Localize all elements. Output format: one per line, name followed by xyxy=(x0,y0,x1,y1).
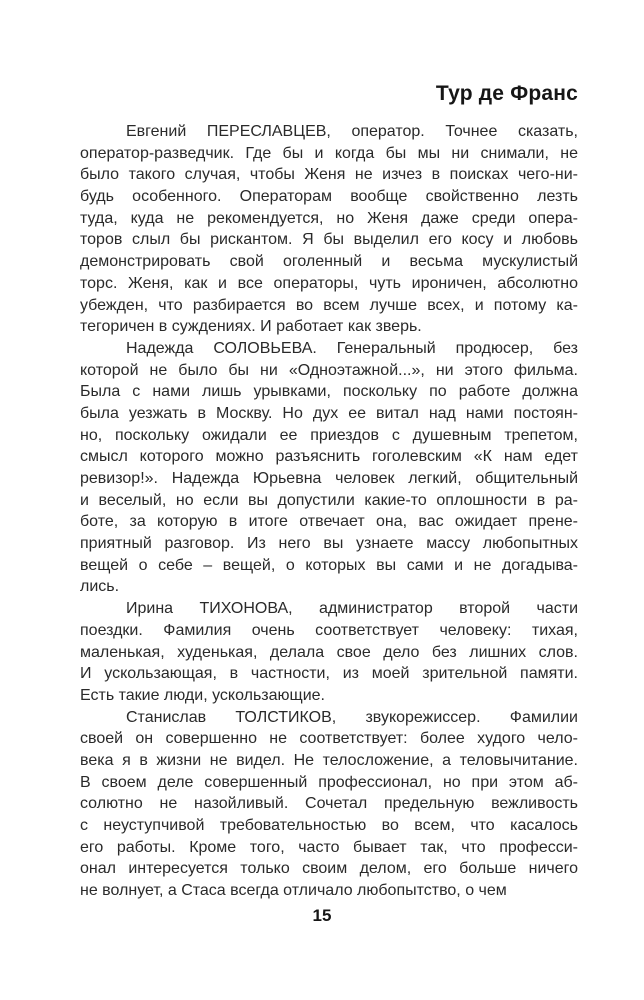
text-line: демонстрировать свой оголенный и весьма мускулистый xyxy=(80,253,578,271)
text-line: смысл которого можно разъяснить гоголевским «К нам едет xyxy=(80,448,578,466)
text-line: маленькая, худенькая, делала свое дело без лишних слов. xyxy=(80,643,578,661)
text-line: лись. xyxy=(80,578,120,596)
text-line: убежден, что разбирается во всем лучше всех, и потому ка- xyxy=(80,296,578,314)
text-line: будь особенного. Операторам вообще свойственно лезть xyxy=(80,188,578,206)
text-line: вещей о себе – вещей, о которых вы сами и не догадыва- xyxy=(80,556,578,574)
text-line: солютно не назойливый. Сочетал предельную вежливость xyxy=(80,795,578,813)
chapter-title: Тур де Франс xyxy=(435,82,578,105)
text-line: туда, куда не рекомендуется, но Женя даже среди опера- xyxy=(80,209,578,227)
text-line: было такого случая, чтобы Женя не изчез в поисках чего-ни- xyxy=(80,166,578,184)
text-line: В своем деле совершенный профессионал, но при этом аб- xyxy=(80,773,578,791)
text-line: века я в жизни не видел. Не телосложение, а теловычитание. xyxy=(80,751,578,769)
text-line: Была с нами лишь урывками, поскольку по работе должна xyxy=(80,383,578,401)
page-body xyxy=(80,121,578,902)
text-line: и веселый, но если вы допустили какие-то оплошности в ра- xyxy=(80,491,578,509)
text-line: торов слыл бы рискантом. Я бы выделил его косу и любовь xyxy=(80,231,578,249)
text-line: была уезжать в Москву. Но дух ее витал над нами постоян- xyxy=(80,404,578,422)
text-line: Надежда СОЛОВЬЕВА. Генеральный продюсер, без xyxy=(126,339,578,357)
page-number: 15 xyxy=(312,906,332,925)
text-line: онал интересуется только своим делом, его больше ничего xyxy=(80,860,578,878)
text-line: Есть такие люди, ускользающие. xyxy=(80,686,325,704)
text-line: Ирина ТИХОНОВА, администратор второй части xyxy=(126,600,578,618)
text-line: тегоричен в суждениях. И работает как зверь. xyxy=(80,318,422,336)
text-line: поездки. Фамилия очень соответствует человеку: тихая, xyxy=(80,621,578,639)
text-line: не волнует, а Стаса всегда отличало любопытство, о чем xyxy=(80,882,507,900)
text-line: но, поскольку ожидали ее приездов с душевным трепетом, xyxy=(80,426,578,444)
text-line: его работы. Кроме того, часто бывает так, что професси- xyxy=(80,838,578,856)
text-line: торс. Женя, как и все операторы, чуть ироничен, абсолютно xyxy=(80,274,578,292)
text-line: И ускользающая, в частности, из моей зрительной памяти. xyxy=(80,665,578,683)
text-line: ревизор!». Надежда Юрьевна человек легкий, общительный xyxy=(80,470,578,487)
text-line: с неуступчивой требовательностью во всем, что касалось xyxy=(80,817,578,834)
text-line: Евгений ПЕРЕСЛАВЦЕВ, оператор. Точнее сказать, xyxy=(126,123,578,140)
text-line: которой не было бы ни «Одноэтажной...», ни этого фильма. xyxy=(80,361,578,379)
text-line: Станислав ТОЛСТИКОВ, звукорежиссер. Фамилии xyxy=(126,708,578,726)
text-line: своей он совершенно не соответствует: более худого чело- xyxy=(80,730,578,748)
text-line: оператор-разведчик. Где бы и когда бы мы ни снимали, не xyxy=(80,144,578,162)
text-line: приятный разговор. Из него вы узнаете массу любопытных xyxy=(80,535,578,553)
text-line: боте, за которую в итоге отвечает она, вас ожидает прене- xyxy=(80,513,578,531)
